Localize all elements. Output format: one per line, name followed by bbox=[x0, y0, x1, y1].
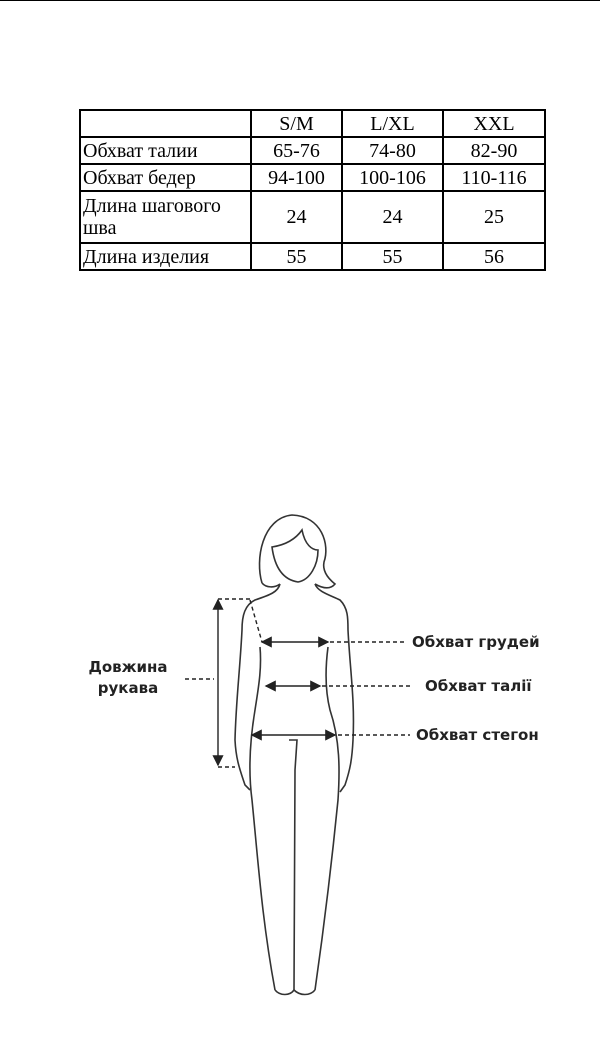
row-label: Длина шагового шва bbox=[80, 191, 251, 243]
header-size: S/M bbox=[251, 110, 342, 137]
size-table bbox=[79, 109, 546, 271]
cell: 25 bbox=[443, 191, 545, 243]
cell: 94-100 bbox=[251, 164, 342, 191]
cell: 56 bbox=[443, 243, 545, 270]
header-size: L/XL bbox=[342, 110, 443, 137]
sleeve-length-label: Довжина bbox=[88, 658, 168, 676]
cell: 55 bbox=[251, 243, 342, 270]
cell: 24 bbox=[342, 191, 443, 243]
row-label: Обхват бедер bbox=[80, 164, 251, 191]
header-empty bbox=[80, 110, 251, 137]
cell: 74-80 bbox=[342, 137, 443, 164]
row-label: Обхват талии bbox=[80, 137, 251, 164]
header-size: XXL bbox=[443, 110, 545, 137]
measurement-lines bbox=[185, 599, 412, 767]
top-border bbox=[0, 0, 600, 1]
cell: 24 bbox=[251, 191, 342, 243]
row-label: Длина изделия bbox=[80, 243, 251, 270]
cell: 65-76 bbox=[251, 137, 342, 164]
woman-silhouette-icon bbox=[235, 515, 353, 995]
table-row bbox=[80, 164, 545, 191]
cell: 110-116 bbox=[443, 164, 545, 191]
measurement-diagram bbox=[0, 500, 600, 1020]
waist-label: Обхват талії bbox=[425, 677, 532, 695]
table-header-row bbox=[80, 110, 545, 137]
table-row bbox=[80, 243, 545, 270]
cell: 100-106 bbox=[342, 164, 443, 191]
table-row bbox=[80, 137, 545, 164]
chest-label: Обхват грудей bbox=[412, 633, 540, 651]
table-row bbox=[80, 191, 545, 243]
cell: 55 bbox=[342, 243, 443, 270]
cell: 82-90 bbox=[443, 137, 545, 164]
sleeve-length-label-line2: рукава bbox=[97, 679, 159, 697]
hips-label: Обхват стегон bbox=[416, 726, 539, 744]
